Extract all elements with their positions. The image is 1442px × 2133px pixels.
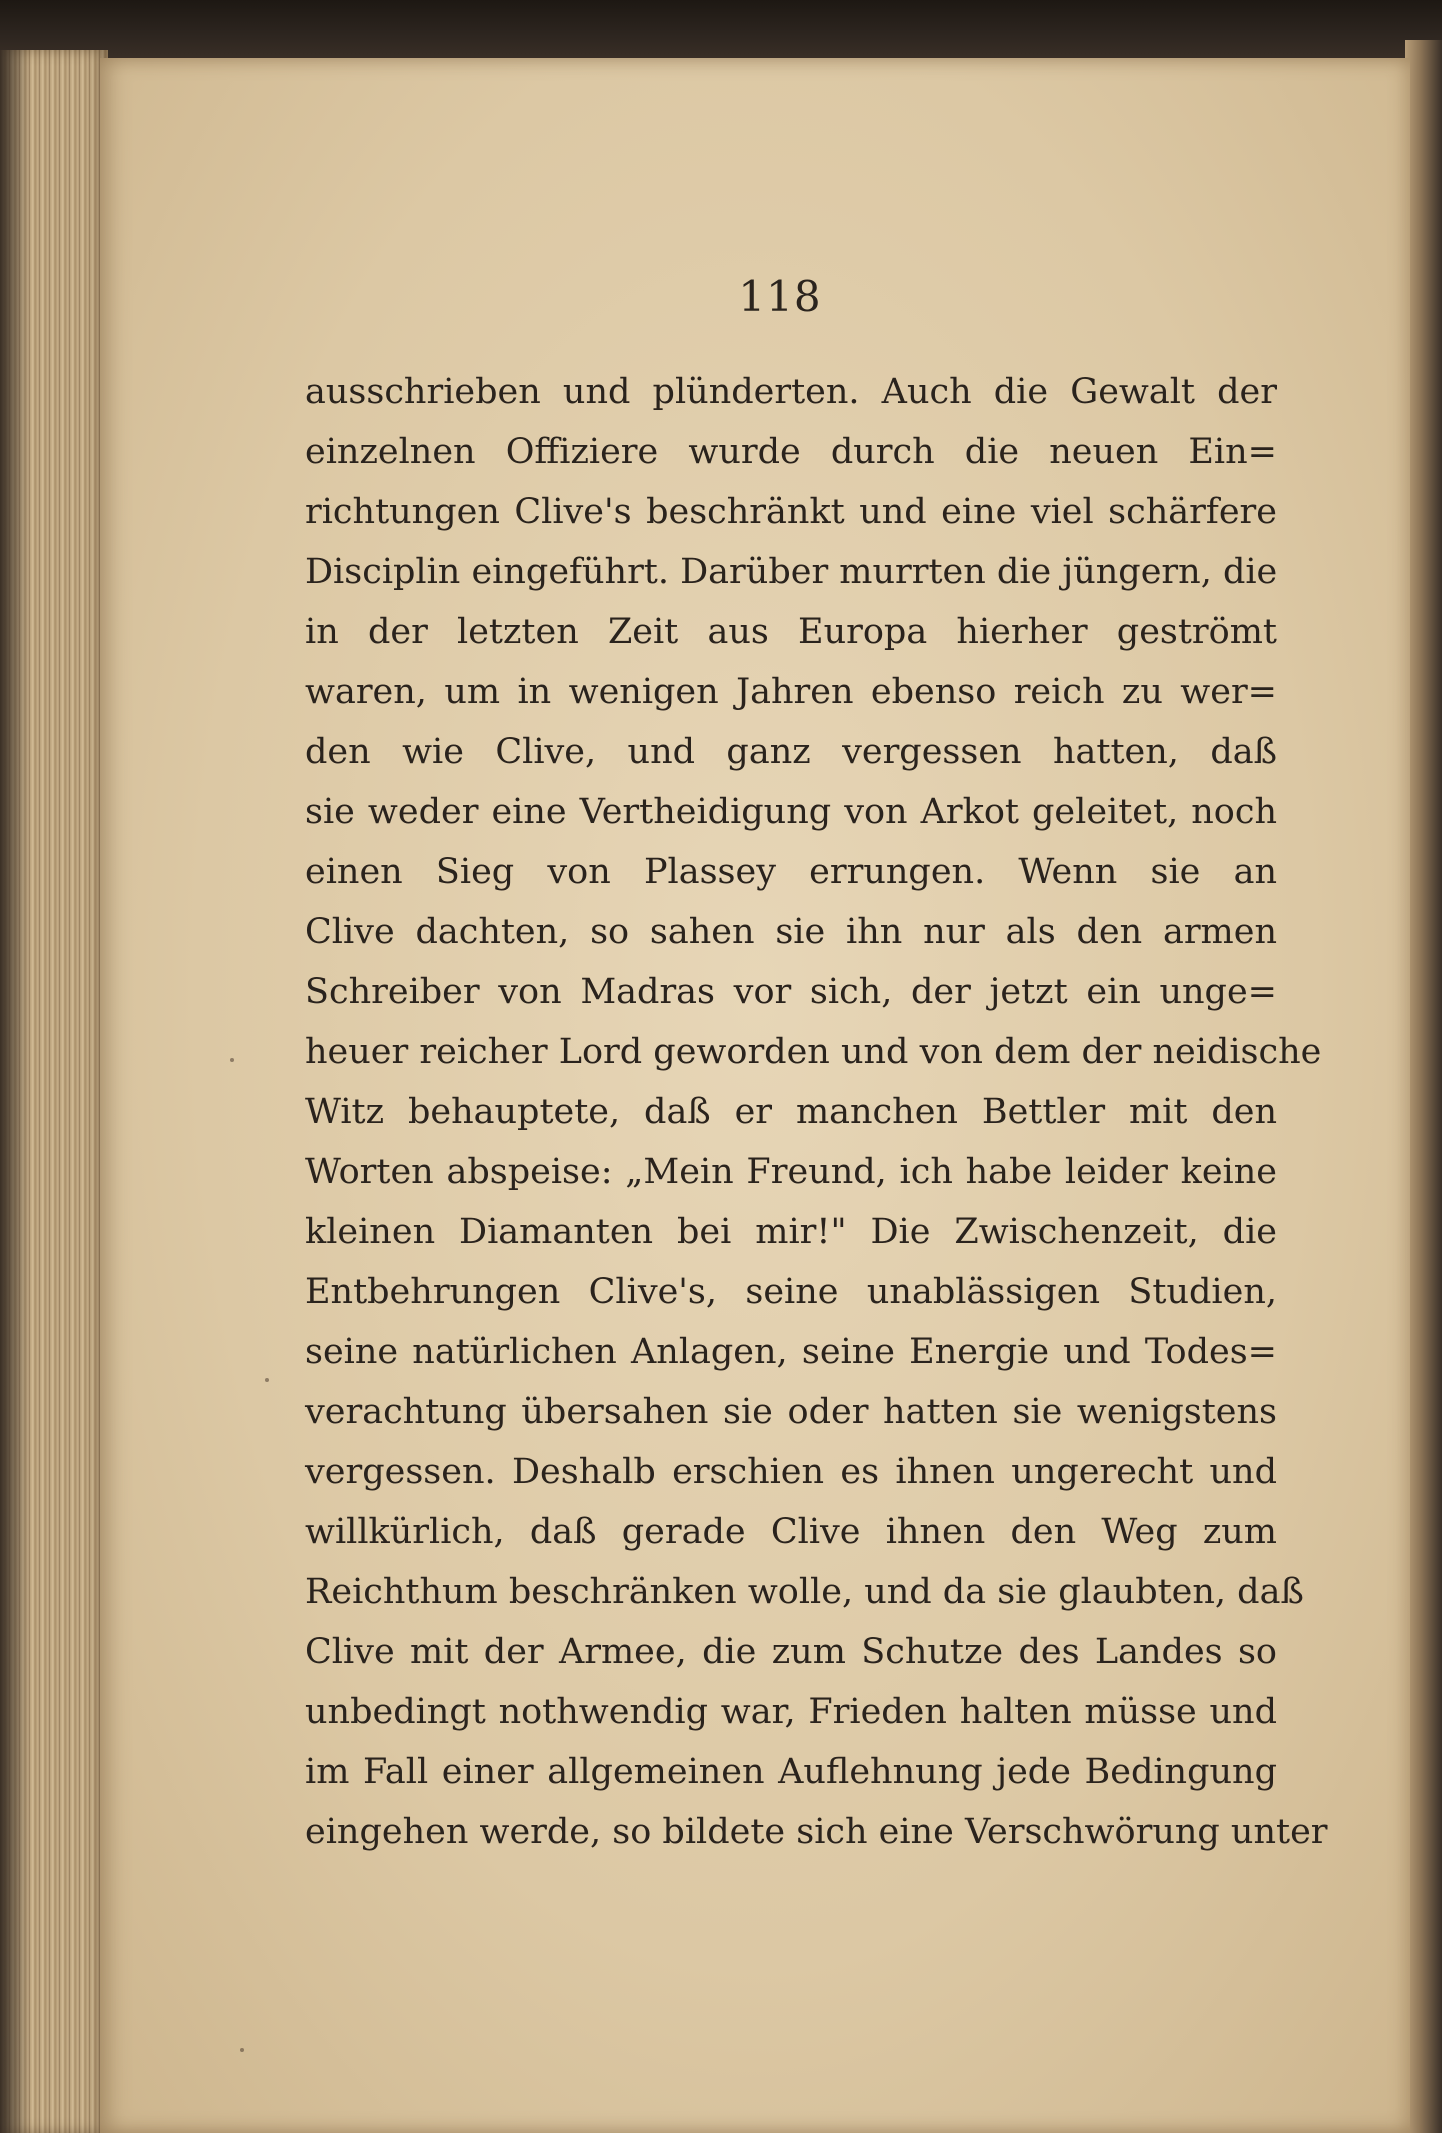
book-top-edge <box>0 0 1442 62</box>
text-line: unbedingt nothwendig war, Frieden halten müsse und <box>305 1692 1277 1732</box>
text-line: im Fall einer allgemeinen Auflehnung jede Bedingung <box>305 1752 1277 1792</box>
page-number: 118 <box>738 272 822 321</box>
text-line: vergessen. Deshalb erschien es ihnen ungerecht und <box>305 1452 1277 1492</box>
text-line: richtungen Clive's beschränkt und eine viel schärfere <box>305 492 1277 532</box>
text-line: Clive mit der Armee, die zum Schutze des Landes so <box>305 1632 1277 1672</box>
right-page-edge <box>1405 40 1442 2133</box>
paper-speck <box>240 2048 244 2052</box>
text-line: einzelnen Offiziere wurde durch die neuen Ein= <box>305 432 1277 472</box>
text-line: sie weder eine Vertheidigung von Arkot geleitet, noch <box>305 792 1277 832</box>
text-line: Clive dachten, so sahen sie ihn nur als den armen <box>305 912 1277 952</box>
text-line: Disciplin eingeführt. Darüber murrten die jüngern, die <box>305 552 1278 592</box>
text-line: in der letzten Zeit aus Europa hierher geströmt <box>305 612 1277 652</box>
text-line: seine natürlichen Anlagen, seine Energie und Todes= <box>305 1332 1277 1372</box>
text-line: kleinen Diamanten bei mir!" Die Zwischenzeit, die <box>305 1212 1277 1252</box>
text-line: einen Sieg von Plassey errungen. Wenn sie an <box>305 852 1277 892</box>
paper-speck <box>230 1058 234 1062</box>
text-line: Witz behauptete, daß er manchen Bettler mit den <box>305 1092 1277 1132</box>
text-line: Schreiber von Madras vor sich, der jetzt ein unge= <box>305 972 1277 1012</box>
text-line: eingehen werde, so bildete sich eine Verschwörung unter <box>305 1812 1328 1852</box>
page-stack-shadow <box>0 50 30 2133</box>
text-line: willkürlich, daß gerade Clive ihnen den Weg zum <box>305 1512 1277 1552</box>
text-line: verachtung übersahen sie oder hatten sie wenigstens <box>305 1392 1277 1432</box>
text-line: ausschrieben und plünderten. Auch die Gewalt der <box>305 372 1277 412</box>
text-line: Worten abspeise: „Mein Freund, ich habe leider keine <box>305 1152 1277 1192</box>
text-line: waren, um in wenigen Jahren ebenso reich zu wer= <box>305 672 1277 712</box>
text-line: den wie Clive, und ganz vergessen hatten, daß <box>305 732 1277 772</box>
text-line: Entbehrungen Clive's, seine unablässigen Studien, <box>305 1272 1277 1312</box>
text-line: Reichthum beschränken wolle, und da sie glaubten, daß <box>305 1572 1304 1612</box>
body-text <box>305 362 1328 1862</box>
paper-speck <box>265 1378 269 1382</box>
text-line: heuer reicher Lord geworden und von dem der neidische <box>305 1032 1322 1072</box>
